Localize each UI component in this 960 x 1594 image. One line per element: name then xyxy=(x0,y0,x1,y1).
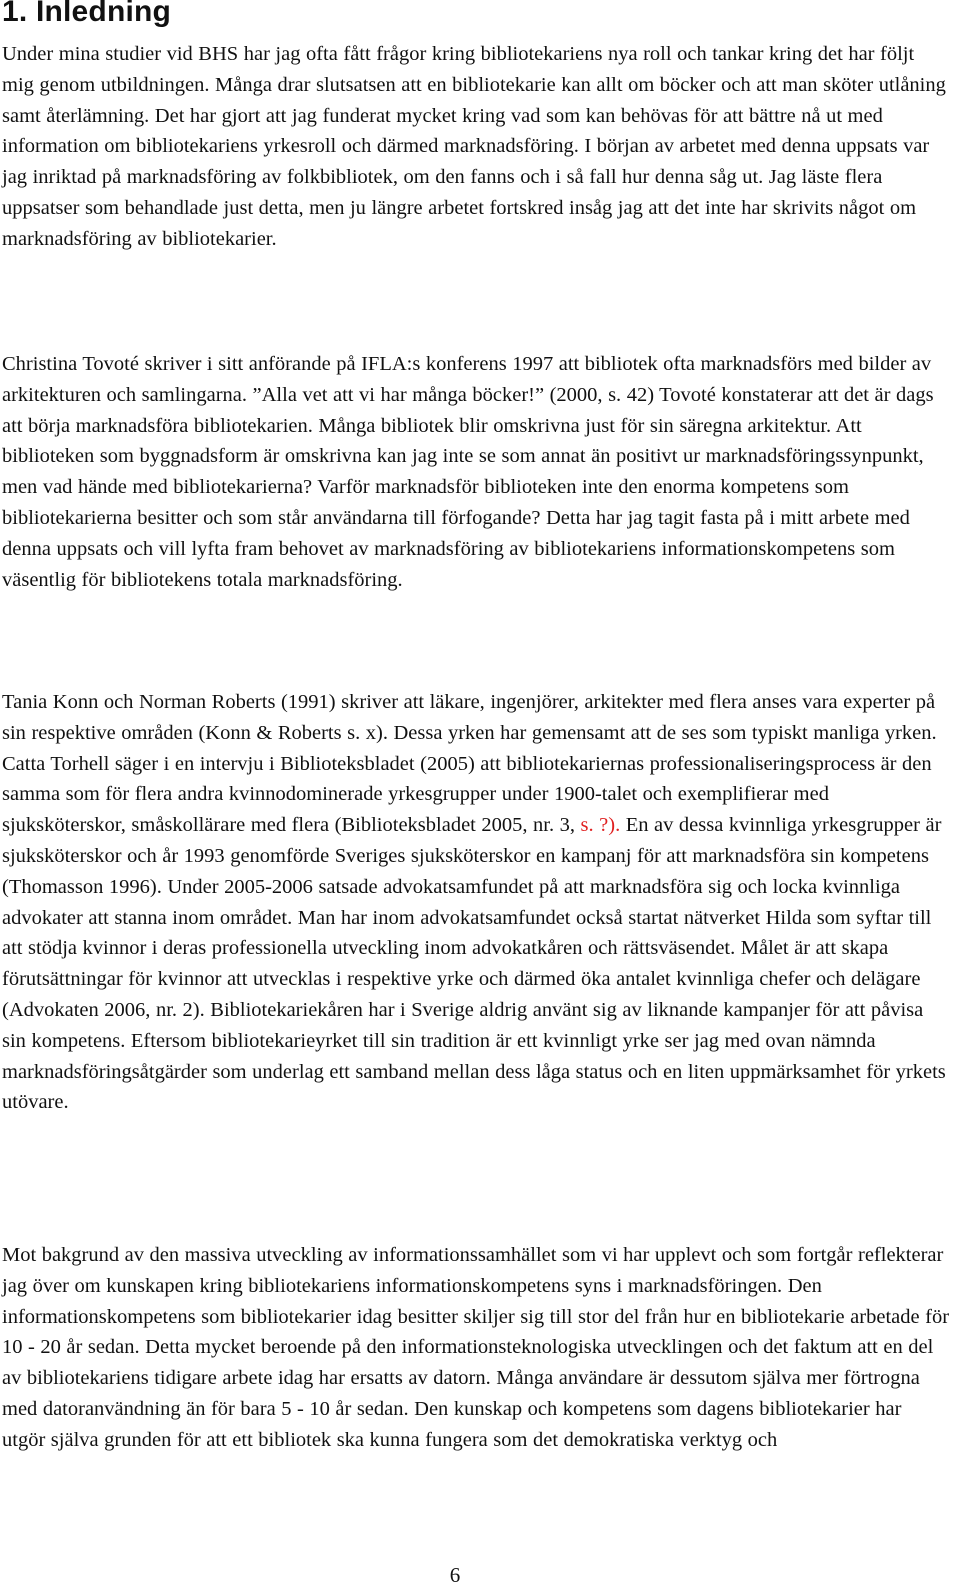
paragraph-3-text-end: En av dessa kvinnliga yrkesgrupper är sjuksköterskor och år 1993 genomförde Sveriges sjuksköterskor en kampanj för att marknadsföra sin kompetens (Thomasson 1996). Under 2005-2006 satsade advokatsamfundet på att marknadsföra sig och locka kvinnliga advokater att stanna inom området. Man har inom advokatsamfundet också startat nätverket Hilda som syftar till att stödja kvinnor i deras professionella utveckling inom advokatkåren och rättsväsendet. Målet är att skapa förutsättningar för kvinnor att utvecklas i respektive yrke och därmed öka antalet kvinnliga chefer och delägare (Advokaten 2006, nr. 2). Bibliotekariekåren har i Sverige aldrig använt sig av liknande kampanjer för att påvisa sin kompetens. Eftersom bibliotekarieyrket till sin tradition är ett kvinnligt yrke ser jag med ovan nämnda marknadsföringsåtgärder som underlag ett samband mellan dess låga status och en liten uppmärksamhet för yrkets utövare. xyxy=(2,814,946,1114)
page-number: 6 xyxy=(449,1563,461,1587)
section-heading: 1. Inledning xyxy=(2,0,172,28)
paragraph-4: Mot bakgrund av den massiva utveckling av informationssamhället som vi har upplevt och som fortgår reflekterar jag över om kunskapen kring bibliotekariens informationskompetens syns i marknadsföringen. Den informationskompetens som bibliotekarier idag besitter skiljer sig till stor del från hur en bibliotekarie arbetade för 10 - 20 år sedan. Detta mycket beroende på den informationsteknologiska utvecklingen och det faktum att en del av bibliotekariens tidigare arbete idag har ersatts av datorn. Många användare är dessutom själva mer förtrogna med datoranvändning än för bara 5 - 10 år sedan. Den kunskap och kompetens som dagens bibliotekarier har utgör själva grunden för att ett bibliotek ska kunna fungera som det demokratiska verktyg och xyxy=(2,1244,950,1451)
missing-citation-highlight: s. ?). xyxy=(580,814,621,837)
paragraph-1: Under mina studier vid BHS har jag ofta fått frågor kring bibliotekariens nya roll och tankar kring det har följt mig genom utbildningen. Många drar slutsatsen att en bibliotekarie kan allt om böcker och att man sköter utlåning samt återlämning. Det har gjort att jag funderat mycket kring vad som kan behövas för att bättre nå ut med information om bibliotekariens yrkesroll och därmed marknadsföring. I början av arbetet med denna uppsats var jag inriktad på marknadsföring av folkbibliotek, om den fanns och i så fall hur denna såg ut. Jag läste flera uppsatser som behandlade just detta, men ju längre arbetet fortskred insåg jag att det inte har skrivits något om marknadsföring av bibliotekarier. xyxy=(2,43,946,250)
paragraph-2: Christina Tovoté skriver i sitt anförande på IFLA:s konferens 1997 att bibliotek ofta marknadsförs med bilder av arkitekturen och samlingarna. ”Alla vet att vi har många böcker!” (2000, s. 42) Tovoté konstaterar att det är dags att börja marknadsföra bibliotekarien. Många bibliotek blir omskrivna just för sin säregna arkitektur. Att biblioteken som byggnadsform är omskrivna kan jag inte se som annat än positivt ur marknadsföringssynpunkt, men vad hände med bibliotekarierna? Varför marknadsför biblioteken inte den enorma kompetens som bibliotekarierna besitter och som står användarna till förfogande? Detta har jag tagit fasta på i mitt arbete med denna uppsats och vill lyfta fram behovet av marknadsföring av bibliotekariens informationskompetens som väsentlig för bibliotekens totala marknadsföring. xyxy=(2,353,934,591)
paragraph-3-text-start: Tania Konn och Norman Roberts (1991) skriver att läkare, ingenjörer, arkitekter med flera anses vara experter på sin respektive områden (Konn & Roberts s. x). Dessa yrken har gemensamt att de ses som typiskt manliga yrken. Catta Torhell säger i en intervju i Biblioteksbladet (2005) att bibliotekariernas professionaliseringsprocess är den samma som för flera andra kvinnodominerade yrkesgrupper under 1900-talet och exemplifierar med sjuksköterskor, småskollärare med flera (Biblioteksbladet 2005, nr. 3, xyxy=(2,691,937,837)
paragraph-3 xyxy=(2,687,950,1118)
